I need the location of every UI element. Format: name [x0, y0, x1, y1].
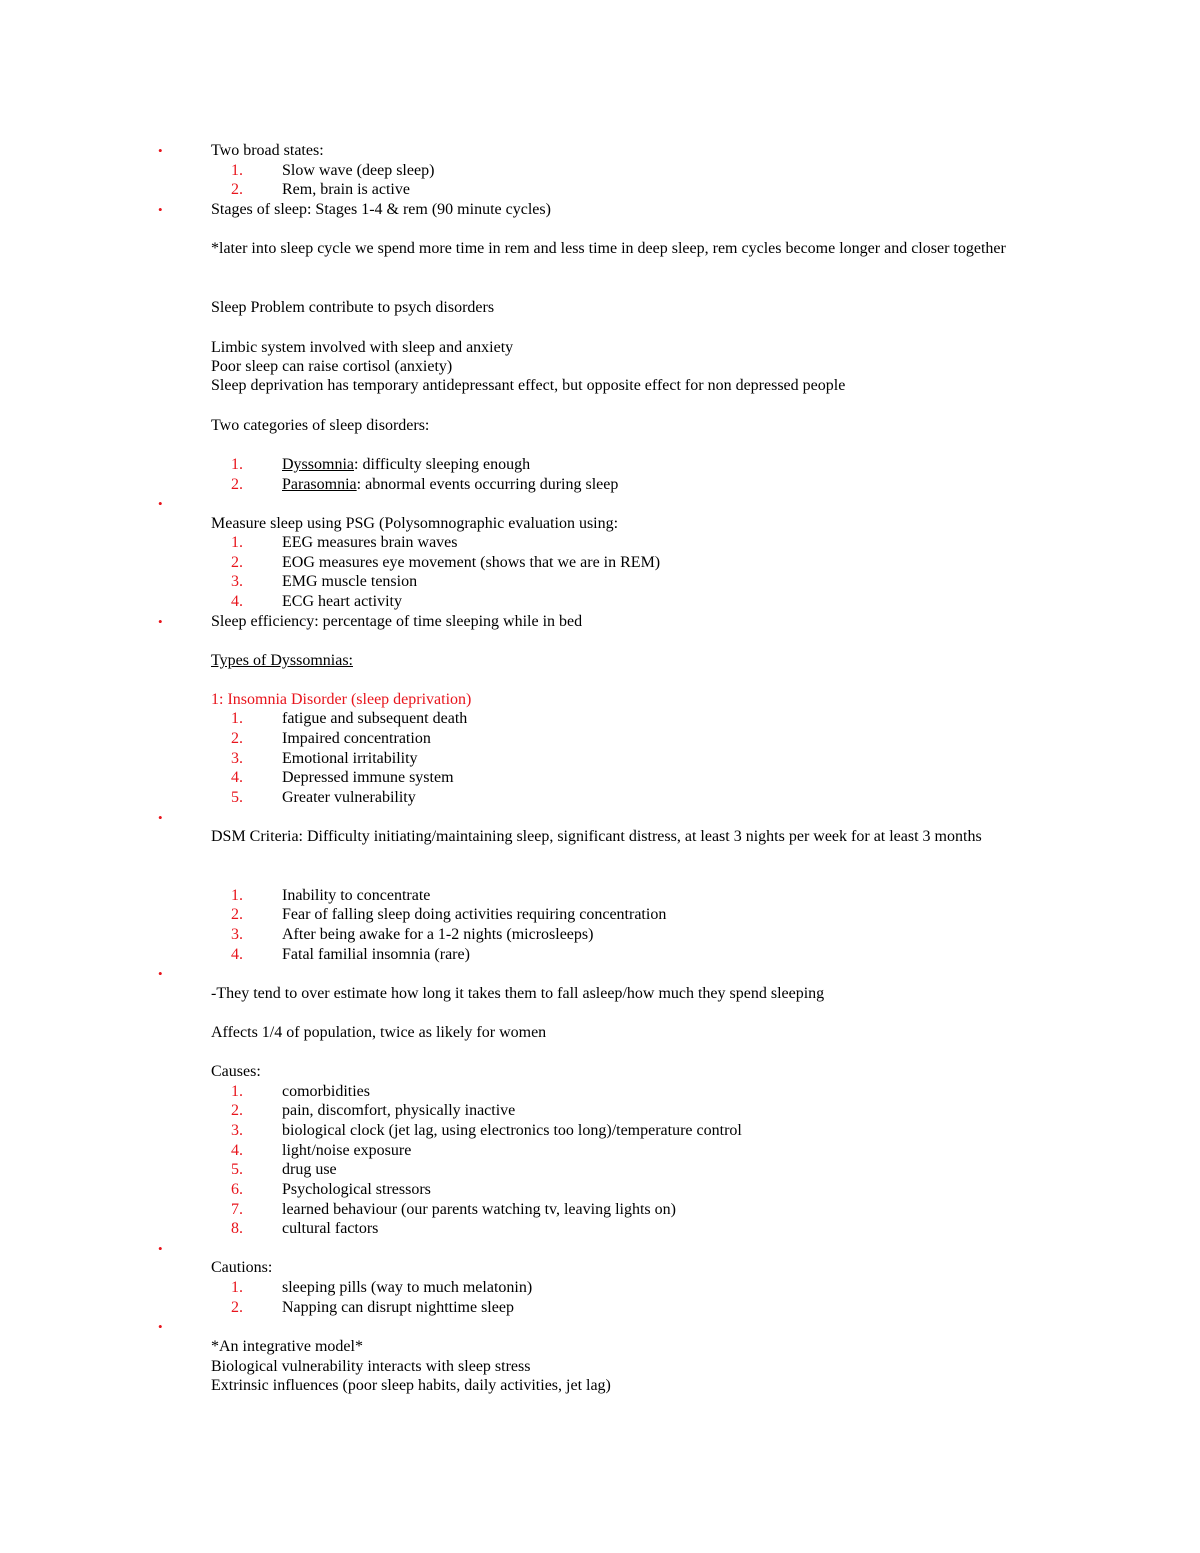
- list-text: Slow wave (deep sleep): [282, 162, 435, 179]
- list-number: 1.: [231, 1083, 243, 1100]
- paragraph-text: *An integrative model*: [211, 1338, 363, 1355]
- paragraph-text: Sleep deprivation has temporary antidepressant effect, but opposite effect for non depressed people: [211, 377, 846, 394]
- paragraph-text: Sleep Problem contribute to psych disorders: [211, 299, 495, 316]
- list-number: 3.: [231, 750, 243, 767]
- list-number: 1.: [231, 1279, 243, 1296]
- list-text: Depressed immune system: [282, 769, 454, 786]
- bullet-icon: •: [158, 202, 163, 217]
- list-number: 3.: [231, 1122, 243, 1139]
- paragraph-text: *later into sleep cycle we spend more time in rem and less time in deep sleep, rem cycles become longer and closer together: [211, 240, 1006, 257]
- causes-label: Causes:: [211, 1063, 261, 1080]
- list-text: Fatal familial insomnia (rare): [282, 946, 470, 963]
- list-number: 4.: [231, 769, 243, 786]
- bullet-icon: •: [158, 810, 163, 825]
- list-number: 7.: [231, 1201, 243, 1218]
- insomnia-heading: 1: Insomnia Disorder (sleep deprivation): [211, 691, 472, 708]
- list-text: light/noise exposure: [282, 1142, 412, 1159]
- list-number: 8.: [231, 1220, 243, 1237]
- list-text: drug use: [282, 1161, 337, 1178]
- bullet-icon: •: [158, 1319, 163, 1334]
- term-definition: : difficulty sleeping enough: [354, 456, 531, 473]
- paragraph-text: Two categories of sleep disorders:: [211, 417, 430, 434]
- paragraph-text: DSM Criteria: Difficulty initiating/maintaining sleep, significant distress, at least 3 nights per week for at least 3 months: [211, 828, 982, 845]
- list-text: fatigue and subsequent death: [282, 710, 468, 727]
- paragraph-text: Biological vulnerability interacts with sleep stress: [211, 1358, 531, 1375]
- list-text: Rem, brain is active: [282, 181, 410, 198]
- paragraph-text: Limbic system involved with sleep and anxiety: [211, 339, 514, 356]
- list-text: After being awake for a 1-2 nights (microsleeps): [282, 926, 594, 943]
- paragraph-text: Extrinsic influences (poor sleep habits, daily activities, jet lag): [211, 1377, 611, 1394]
- list-text: Greater vulnerability: [282, 789, 416, 806]
- paragraph-text: -They tend to over estimate how long it takes them to fall asleep/how much they spend sleeping: [211, 985, 825, 1002]
- list-text: learned behaviour (our parents watching tv, leaving lights on): [282, 1201, 676, 1218]
- list-number: 1.: [231, 162, 243, 179]
- bullet-icon: •: [158, 966, 163, 981]
- list-number: 1.: [231, 887, 243, 904]
- list-text: sleeping pills (way to much melatonin): [282, 1279, 533, 1296]
- term-dyssomnia: Dyssomnia: [282, 456, 354, 473]
- bullet-icon: •: [158, 614, 163, 629]
- list-number: 2.: [231, 476, 243, 493]
- list-text: comorbidities: [282, 1083, 370, 1100]
- term-definition: : abnormal events occurring during sleep: [356, 476, 619, 493]
- list-text: EMG muscle tension: [282, 573, 418, 590]
- list-number: 2.: [231, 906, 243, 923]
- list-text: Fear of falling sleep doing activities requiring concentration: [282, 906, 667, 923]
- paragraph-text: Measure sleep using PSG (Polysomnographic evaluation using:: [211, 515, 619, 532]
- list-text: Impaired concentration: [282, 730, 431, 747]
- list-number: 3.: [231, 926, 243, 943]
- list-text: ECG heart activity: [282, 593, 402, 610]
- bullet-icon: •: [158, 1241, 163, 1256]
- list-number: 2.: [231, 730, 243, 747]
- list-number: 2.: [231, 1299, 243, 1316]
- list-text: pain, discomfort, physically inactive: [282, 1102, 516, 1119]
- list-number: 5.: [231, 1161, 243, 1178]
- paragraph-text: Poor sleep can raise cortisol (anxiety): [211, 358, 453, 375]
- list-text: [282, 455, 530, 475]
- bullet-icon: •: [158, 143, 163, 158]
- list-number: 6.: [231, 1181, 243, 1198]
- bullet-text: Two broad states:: [211, 142, 324, 159]
- bullet-text: Sleep efficiency: percentage of time sleeping while in bed: [211, 613, 583, 630]
- cautions-label: Cautions:: [211, 1259, 273, 1276]
- list-text: EOG measures eye movement (shows that we are in REM): [282, 554, 661, 571]
- list-text: Emotional irritability: [282, 750, 418, 767]
- list-text: Inability to concentrate: [282, 887, 431, 904]
- list-text: cultural factors: [282, 1220, 379, 1237]
- list-text: biological clock (jet lag, using electronics too long)/temperature control: [282, 1122, 742, 1139]
- list-text: [282, 475, 618, 495]
- list-number: 2.: [231, 1102, 243, 1119]
- list-number: 4.: [231, 946, 243, 963]
- list-number: 1.: [231, 456, 243, 473]
- paragraph-text: Affects 1/4 of population, twice as likely for women: [211, 1024, 547, 1041]
- types-heading: Types of Dyssomnias:: [211, 652, 353, 669]
- list-number: 1.: [231, 534, 243, 551]
- list-number: 2.: [231, 554, 243, 571]
- list-number: 4.: [231, 593, 243, 610]
- list-number: 3.: [231, 573, 243, 590]
- list-text: Psychological stressors: [282, 1181, 431, 1198]
- list-number: 4.: [231, 1142, 243, 1159]
- list-number: 5.: [231, 789, 243, 806]
- list-number: 2.: [231, 181, 243, 198]
- list-number: 1.: [231, 710, 243, 727]
- bullet-text: Stages of sleep: Stages 1-4 & rem (90 minute cycles): [211, 201, 551, 218]
- list-text: EEG measures brain waves: [282, 534, 458, 551]
- term-parasomnia: Parasomnia: [282, 476, 357, 493]
- list-text: Napping can disrupt nighttime sleep: [282, 1299, 514, 1316]
- bullet-icon: •: [158, 496, 163, 511]
